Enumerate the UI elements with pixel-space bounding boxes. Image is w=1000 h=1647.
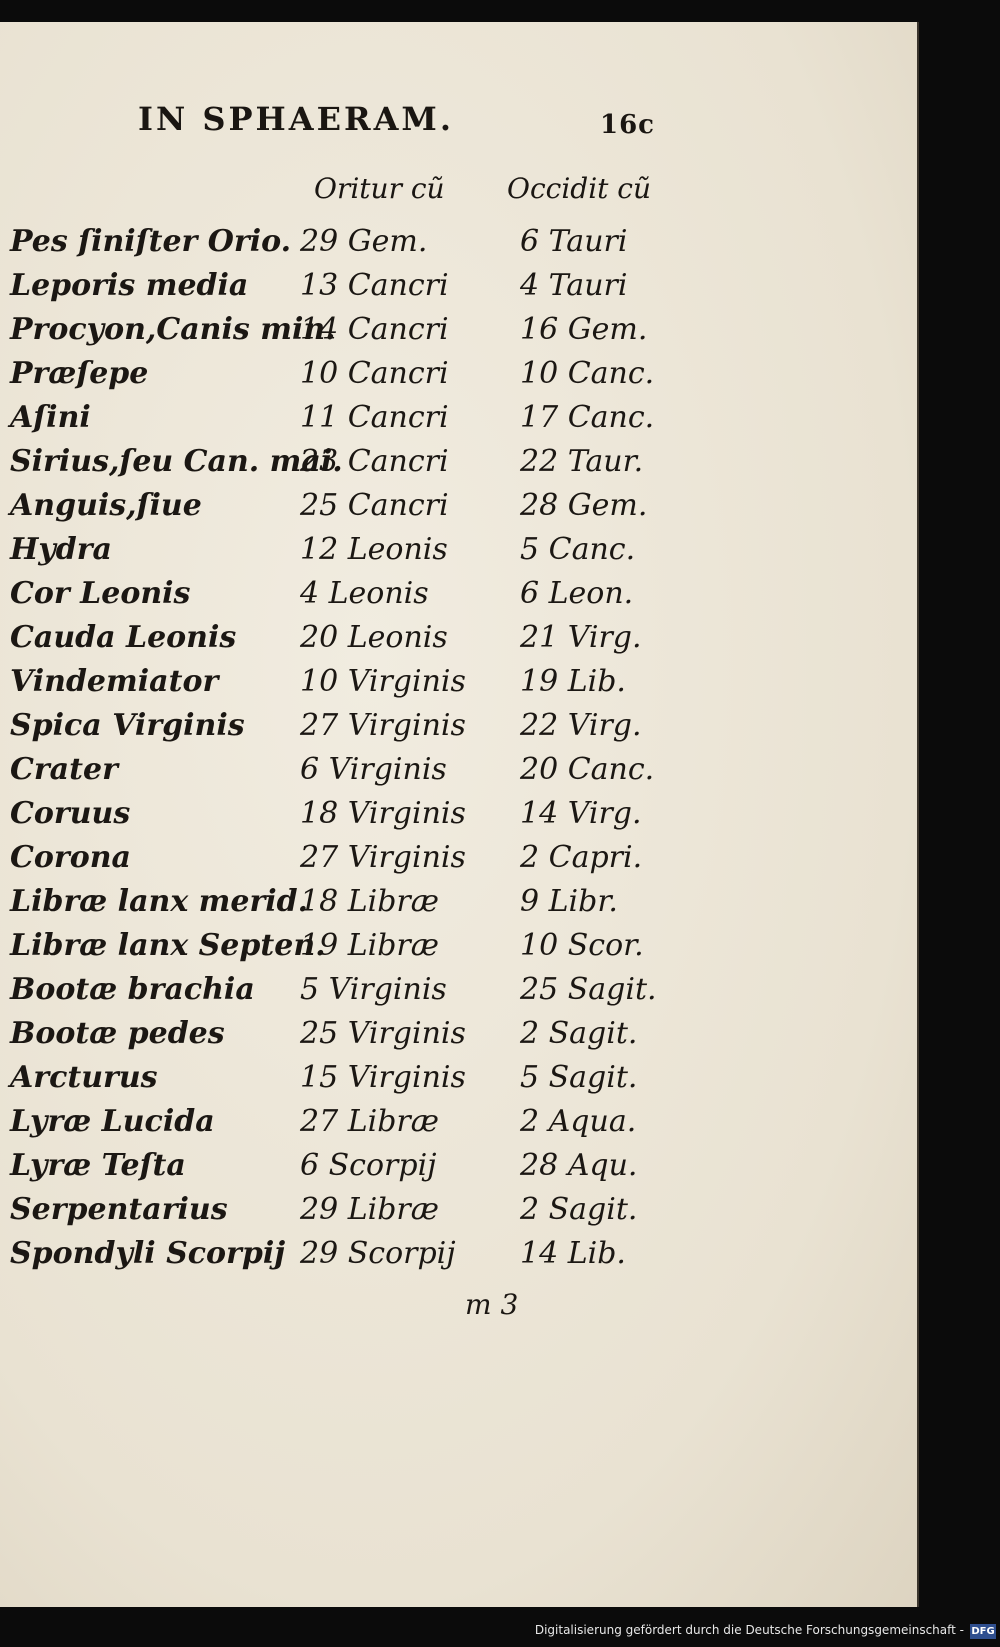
- sets-with-value: 19 Lib.: [520, 664, 626, 699]
- sets-with-value: 10 Canc.: [520, 356, 655, 391]
- rises-with-value: 29 Libræ: [300, 1192, 439, 1227]
- table-row: [0, 884, 917, 928]
- star-name: Libræ lanx merid.: [10, 884, 309, 919]
- star-name: Bootæ brachia: [10, 972, 255, 1007]
- rises-with-value: 10 Cancri: [300, 356, 449, 391]
- star-name: Bootæ pedes: [10, 1016, 225, 1051]
- star-name: Anguis,ſiue: [10, 488, 202, 523]
- star-name: Hydra: [10, 532, 112, 567]
- table-row: [0, 532, 917, 576]
- rises-with-value: 6 Virginis: [300, 752, 447, 787]
- table-row: [0, 796, 917, 840]
- sets-with-value: 17 Canc.: [520, 400, 655, 435]
- star-name: Aſini: [10, 400, 91, 435]
- rises-with-value: 18 Virginis: [300, 796, 466, 831]
- sets-with-value: 2 Aqua.: [520, 1104, 637, 1139]
- sets-with-value: 25 Sagit.: [520, 972, 657, 1007]
- rises-with-value: 29 Scorpij: [300, 1236, 456, 1271]
- star-name: Spondyli Scorpij: [10, 1236, 286, 1271]
- sets-with-value: 28 Aqu.: [520, 1148, 638, 1183]
- table-row: [0, 664, 917, 708]
- table-row: [0, 840, 917, 884]
- page-number: 16c: [600, 110, 656, 140]
- table-row: [0, 972, 917, 1016]
- rises-with-value: 14 Cancri: [300, 312, 449, 347]
- column-header-rises-with: Oritur cũ: [314, 172, 445, 205]
- column-header-sets-with: Occidit cũ: [507, 172, 652, 205]
- star-name: Corona: [10, 840, 131, 875]
- sets-with-value: 22 Taur.: [520, 444, 644, 479]
- star-name: Libræ lanx Septen.: [10, 928, 326, 963]
- table-row: [0, 1148, 917, 1192]
- running-head: IN SPHAERAM.: [138, 100, 454, 138]
- sets-with-value: 22 Virg.: [520, 708, 642, 743]
- table-row: [0, 268, 917, 312]
- star-name: Sirius,ſeu Can. mai.: [10, 444, 343, 479]
- table-row: [0, 928, 917, 972]
- table-row: [0, 576, 917, 620]
- table-row: [0, 400, 917, 444]
- star-table: [0, 224, 917, 1280]
- star-name: Leporis media: [10, 268, 249, 303]
- star-name: Cauda Leonis: [10, 620, 237, 655]
- sets-with-value: 2 Capri.: [520, 840, 643, 875]
- rises-with-value: 29 Gem.: [300, 224, 428, 259]
- sets-with-value: 14 Lib.: [520, 1236, 626, 1271]
- table-row: [0, 224, 917, 268]
- sets-with-value: 4 Tauri: [520, 268, 628, 303]
- sets-with-value: 21 Virg.: [520, 620, 642, 655]
- sets-with-value: 16 Gem.: [520, 312, 648, 347]
- rises-with-value: 18 Libræ: [300, 884, 439, 919]
- rises-with-value: 19 Libræ: [300, 928, 439, 963]
- star-name: Præſepe: [10, 356, 149, 391]
- rises-with-value: 10 Virginis: [300, 664, 466, 699]
- star-name: Pes ſiniſter Orio.: [10, 224, 292, 259]
- rises-with-value: 5 Virginis: [300, 972, 447, 1007]
- sets-with-value: 6 Tauri: [520, 224, 628, 259]
- table-row: [0, 1236, 917, 1280]
- table-row: [0, 444, 917, 488]
- rises-with-value: 6 Scorpij: [300, 1148, 437, 1183]
- table-row: [0, 1060, 917, 1104]
- table-row: [0, 312, 917, 356]
- sets-with-value: 20 Canc.: [520, 752, 655, 787]
- sets-with-value: 9 Libr.: [520, 884, 618, 919]
- star-name: Vindemiator: [10, 664, 219, 699]
- rises-with-value: 27 Virginis: [300, 708, 466, 743]
- sets-with-value: 5 Sagit.: [520, 1060, 638, 1095]
- sets-with-value: 2 Sagit.: [520, 1016, 638, 1051]
- star-name: Lyræ Teſta: [10, 1148, 186, 1183]
- rises-with-value: 4 Leonis: [300, 576, 429, 611]
- table-row: [0, 1192, 917, 1236]
- rises-with-value: 23 Cancri: [300, 444, 449, 479]
- rises-with-value: 25 Virginis: [300, 1016, 466, 1051]
- star-name: Cor Leonis: [10, 576, 191, 611]
- table-row: [0, 752, 917, 796]
- star-name: Serpentarius: [10, 1192, 228, 1227]
- sets-with-value: 14 Virg.: [520, 796, 642, 831]
- sets-with-value: 2 Sagit.: [520, 1192, 638, 1227]
- table-row: [0, 488, 917, 532]
- star-name: Lyræ Lucida: [10, 1104, 215, 1139]
- star-name: Coruus: [10, 796, 131, 831]
- rises-with-value: 27 Virginis: [300, 840, 466, 875]
- book-page: [0, 22, 919, 1610]
- rises-with-value: 11 Cancri: [300, 400, 449, 435]
- rises-with-value: 25 Cancri: [300, 488, 449, 523]
- signature-mark: m 3: [465, 1288, 519, 1321]
- table-row: [0, 356, 917, 400]
- sets-with-value: 10 Scor.: [520, 928, 644, 963]
- rises-with-value: 13 Cancri: [300, 268, 449, 303]
- star-name: Crater: [10, 752, 118, 787]
- footer-bar: [0, 1607, 1000, 1647]
- star-name: Arcturus: [10, 1060, 158, 1095]
- rises-with-value: 15 Virginis: [300, 1060, 466, 1095]
- rises-with-value: 27 Libræ: [300, 1104, 439, 1139]
- sets-with-value: 28 Gem.: [520, 488, 648, 523]
- rises-with-value: 12 Leonis: [300, 532, 448, 567]
- table-row: [0, 1104, 917, 1148]
- footer-credit: Digitalisierung gefördert durch die Deutsche Forschungsgemeinschaft -: [534, 1623, 964, 1637]
- rises-with-value: 20 Leonis: [300, 620, 448, 655]
- star-name: Procyon,Canis min.: [10, 312, 336, 347]
- star-name: Spica Virginis: [10, 708, 245, 743]
- table-row: [0, 708, 917, 752]
- table-row: [0, 1016, 917, 1060]
- dfg-logo: DFG: [971, 1626, 995, 1637]
- sets-with-value: 5 Canc.: [520, 532, 636, 567]
- table-row: [0, 620, 917, 664]
- sets-with-value: 6 Leon.: [520, 576, 634, 611]
